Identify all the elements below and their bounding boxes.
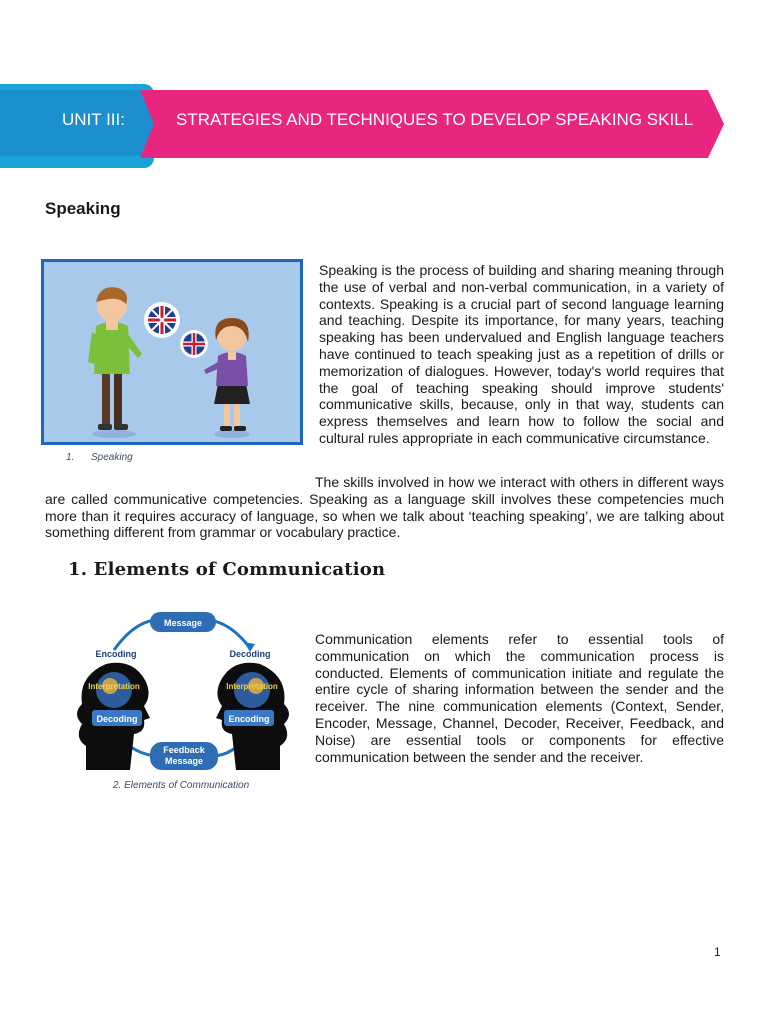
diagram-message-label: Message — [163, 618, 203, 628]
speaking-illustration — [41, 259, 303, 445]
diagram-feedback-message-label: Message — [164, 756, 204, 766]
diagram-interpretation-left: Interpretation — [88, 682, 140, 691]
diagram-encoding-label: Encoding — [95, 649, 137, 659]
unit-title: STRATEGIES AND TECHNIQUES TO DEVELOP SPEAKING SKILL — [176, 110, 694, 129]
paragraph-speaking-definition: Speaking is the process of building and sharing meaning through the use of verbal and non-verbal communication, in a variety of contexts. Speaking is a crucial part of second language learning and teaching. Despite its importance, for many years, teaching speaking has been undervalued and English language teachers have continued to teach speaking just as a repetition of drills or memorization of dialogues. However, today's world requires that the goal of teaching speaking should improve students' communicative skills, because, only in that way, students can express themselves and learn how to follow the social and cultural rules appropriate in each communicative circumstance. — [319, 262, 724, 446]
figure1-caption: 1. Speaking — [66, 452, 133, 463]
diagram-encoding-head: Encoding — [228, 714, 270, 724]
diagram-interpretation-right: Interpretation — [226, 682, 278, 691]
diagram-decoding-head: Decoding — [96, 714, 138, 724]
figure2-caption: 2. Elements of Communication — [113, 780, 250, 791]
diagram-feedback-label: Feedback — [163, 745, 205, 755]
subsection-heading: 1. Elements of Communication — [68, 559, 386, 580]
paragraph-communicative-competencies: The skills involved in how we interact with others in different ways are called communicative competencies. Speaking as a language skill involves these competencies much more than it requires accuracy of language, so when we talk about ‘teaching speaking’, we are talking about something different from grammar or vocabulary practice. — [45, 474, 724, 541]
speaking-people-icon — [44, 262, 300, 442]
page-number: 1 — [714, 945, 721, 959]
unit-label: UNIT III: — [62, 110, 125, 129]
communication-cycle-diagram — [64, 606, 302, 770]
diagram-decoding-label: Decoding — [229, 649, 271, 659]
paragraph-communication-elements: Communication elements refer to essential tools of communication on which the communication process is conducted. Elements of communication initiate and regulate the entire cycle of sharing information between the sender and the receiver. The nine communication elements (Context, Sender, Encoder, Message, Channel, Decoder, Receiver, Feedback, and Noise) are essential tools or components for effective communication between the sender and the receiver. — [315, 631, 724, 765]
section-heading: Speaking — [45, 199, 121, 218]
